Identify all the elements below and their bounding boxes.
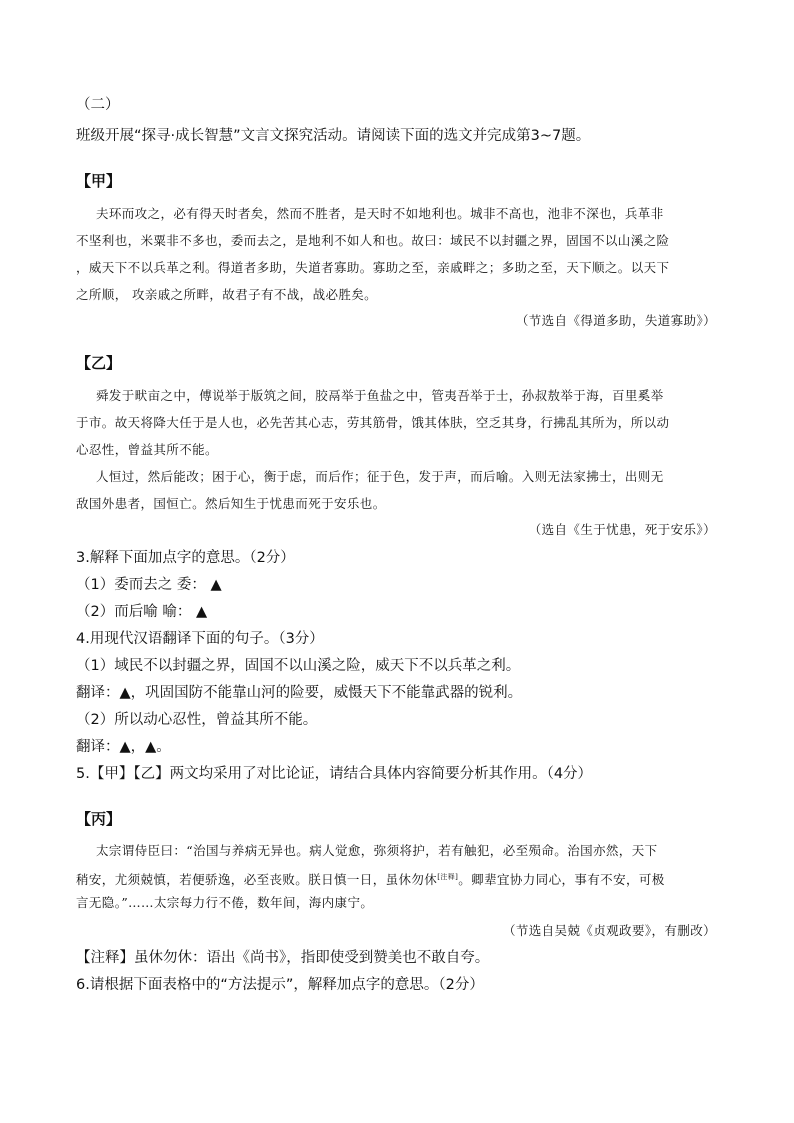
question-3-item: （2）而后喻 喻： ▲ (76, 604, 208, 620)
passage-bing-label: 【丙】 (76, 810, 122, 828)
passage-yi-line: 舜发于畎亩之中，傅说举于版筑之间，胶鬲举于鱼盐之中，管夷吾举于士，孙叔敖举于海，百里奚举 (96, 388, 664, 403)
section-title: （二） (76, 97, 120, 113)
question-3-item: （1）委而去之 委： ▲ (76, 577, 222, 593)
intro-text: 班级开展“探寻·成长智慧”文言文探究活动。请阅读下面的选文并完成第3~7题。 (76, 128, 591, 144)
question-4-sentence-2: （2）所以动心忍性，曾益其所不能。 (76, 712, 318, 728)
passage-jia-line: 不坚利也，米粟非不多也，委而去之，是地利不如人和也。故曰：域民不以封疆之界，固国不以山溪之险 (76, 233, 670, 248)
question-3-stem: 3.解释下面加点字的意思。（2分） (76, 550, 295, 566)
passage-yi-source: （选自《生于忧患，死于安乐》） (528, 522, 716, 537)
passage-bing-line (76, 867, 665, 890)
note-marker: [注释] (437, 873, 459, 881)
passage-yi-line: 于市。故天将降大任于是人也，必先苦其心志，劳其筋骨，饿其体肤，空乏其身，行拂乱其所为，所以动 (76, 415, 670, 430)
question-4-sentence-1: （1）域民不以封疆之界，固国不以山溪之险，威天下不以兵革之利。 (76, 658, 521, 674)
passage-yi-line: 心忍性，曾益其所不能。 (76, 442, 218, 457)
passage-yi-label: 【乙】 (76, 354, 122, 372)
question-4-translation-1: 翻译：▲，巩固国防不能靠山河的险要，威慑天下不能靠武器的锐利。 (76, 685, 523, 701)
passage-jia-line: 之所顺， 攻亲戚之所畔，故君子有不战，战必胜矣。 (76, 287, 378, 302)
passage-bing-source: （节选自吴兢《贞观政要》，有删改） (502, 923, 716, 938)
passage-jia-source: （节选自《得道多助，失道寡助》） (515, 313, 716, 328)
passage-jia-label: 【甲】 (76, 172, 122, 190)
passage-yi-line: 敌国外患者，国恒亡。然后知生于忧患而死于安乐也。 (76, 496, 386, 511)
question-6-stem: 6.请根据下面表格中的“方法提示”，解释加点字的意思。（2分） (76, 977, 484, 993)
passage-jia-line: ，威天下不以兵革之利。得道者多助，失道者寡助。寡助之至，亲戚畔之；多助之至，天下顺之。以天下 (76, 260, 670, 275)
passage-bing-text: 稍安，尤须兢慎，若便骄逸，必至丧败。朕日慎一日，虽休勿休 (76, 872, 438, 887)
question-5-stem: 5.【甲】【乙】两文均采用了对比论证，请结合具体内容简要分析其作用。（4分） (76, 766, 593, 782)
passage-bing-line: 太宗谓侍臣曰：“治国与养病无异也。病人觉愈，弥须将护，若有触犯，必至殒命。治国亦然，天下 (96, 843, 658, 858)
question-4-translation-2: 翻译：▲，▲。 (76, 739, 171, 755)
passage-bing-line: 言无隐。”……太宗每力行不倦，数年间，海内康宁。 (76, 895, 374, 910)
passage-yi-line: 人恒过，然后能改；困于心，衡于虑，而后作；征于色，发于声，而后喻。入则无法家拂士，出则无 (96, 469, 664, 484)
question-4-stem: 4.用现代汉语翻译下面的句子。（3分） (76, 631, 324, 647)
passage-jia-line: 夫环而攻之，必有得天时者矣，然而不胜者，是天时不如地利也。城非不高也，池非不深也，兵革非 (96, 206, 664, 221)
annotation-note: 【注释】虽休勿休：语出《尚书》，指即使受到赞美也不敢自夸。 (76, 950, 490, 966)
passage-bing-text: 。卿辈宜协力同心，事有不安，可极 (458, 872, 665, 887)
